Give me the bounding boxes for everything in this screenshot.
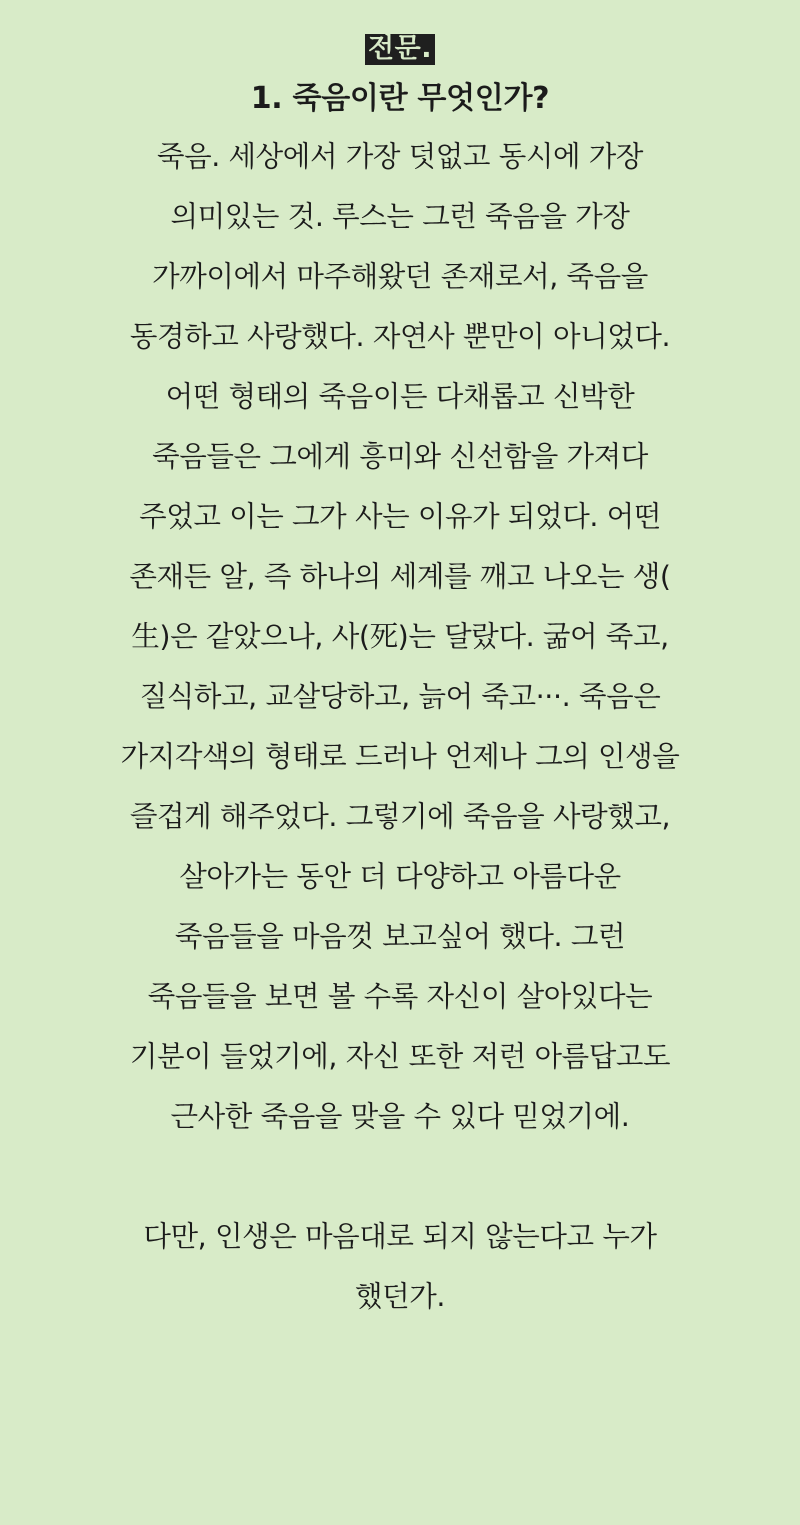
text-line: 죽음들은 그에게 흥미와 신선함을 가져다 (152, 440, 648, 473)
text-line: 어떤 형태의 죽음이든 다채롭고 신박한 (165, 380, 635, 413)
text-line: 生)은 같았으나, 사(死)는 달랐다. 굶어 죽고, (131, 620, 669, 653)
body-text (44, 127, 756, 1327)
text-line: 질식하고, 교살당하고, 늙어 죽고···. 죽음은 (139, 680, 661, 713)
text-line: 즐겁게 해주었다. 그렇기에 죽음을 사랑했고, (129, 800, 671, 833)
text-line: 의미있는 것. 루스는 그런 죽음을 가장 (170, 200, 630, 233)
text-line: 살아가는 동안 더 다양하고 아름다운 (179, 860, 621, 893)
paragraph-spacer (44, 1147, 756, 1207)
text-line: 죽음들을 마음껏 보고싶어 했다. 그런 (174, 920, 626, 953)
text-line: 존재든 알, 즉 하나의 세계를 깨고 나오는 생( (129, 560, 671, 593)
prologue-banner-wrap (365, 34, 435, 65)
text-line: 주었고 이는 그가 사는 이유가 되었다. 어떤 (139, 500, 661, 533)
paragraph-1 (44, 127, 756, 1147)
text-line: 가지각색의 형태로 드러나 언제나 그의 인생을 (120, 740, 680, 773)
text-line: 죽음들을 보면 볼 수록 자신이 살아있다는 (147, 980, 653, 1013)
text-line: 가까이에서 마주해왔던 존재로서, 죽음을 (152, 260, 648, 293)
text-line: 죽음. 세상에서 가장 덧없고 동시에 가장 (156, 140, 644, 173)
text-line: 근사한 죽음을 맞을 수 있다 믿었기에. (170, 1100, 630, 1133)
text-line: 동경하고 사랑했다. 자연사 뿐만이 아니었다. (129, 320, 671, 353)
chapter-title: 1. 죽음이란 무엇인가? (250, 81, 550, 116)
text-line: 기분이 들었기에, 자신 또한 저런 아름답고도 (129, 1040, 671, 1073)
text-line: 다만, 인생은 마음대로 되지 않는다고 누가 (143, 1220, 657, 1253)
text-line: 했던가. (354, 1280, 446, 1313)
prologue-banner: 전문. (365, 34, 435, 65)
paragraph-2 (44, 1207, 756, 1327)
